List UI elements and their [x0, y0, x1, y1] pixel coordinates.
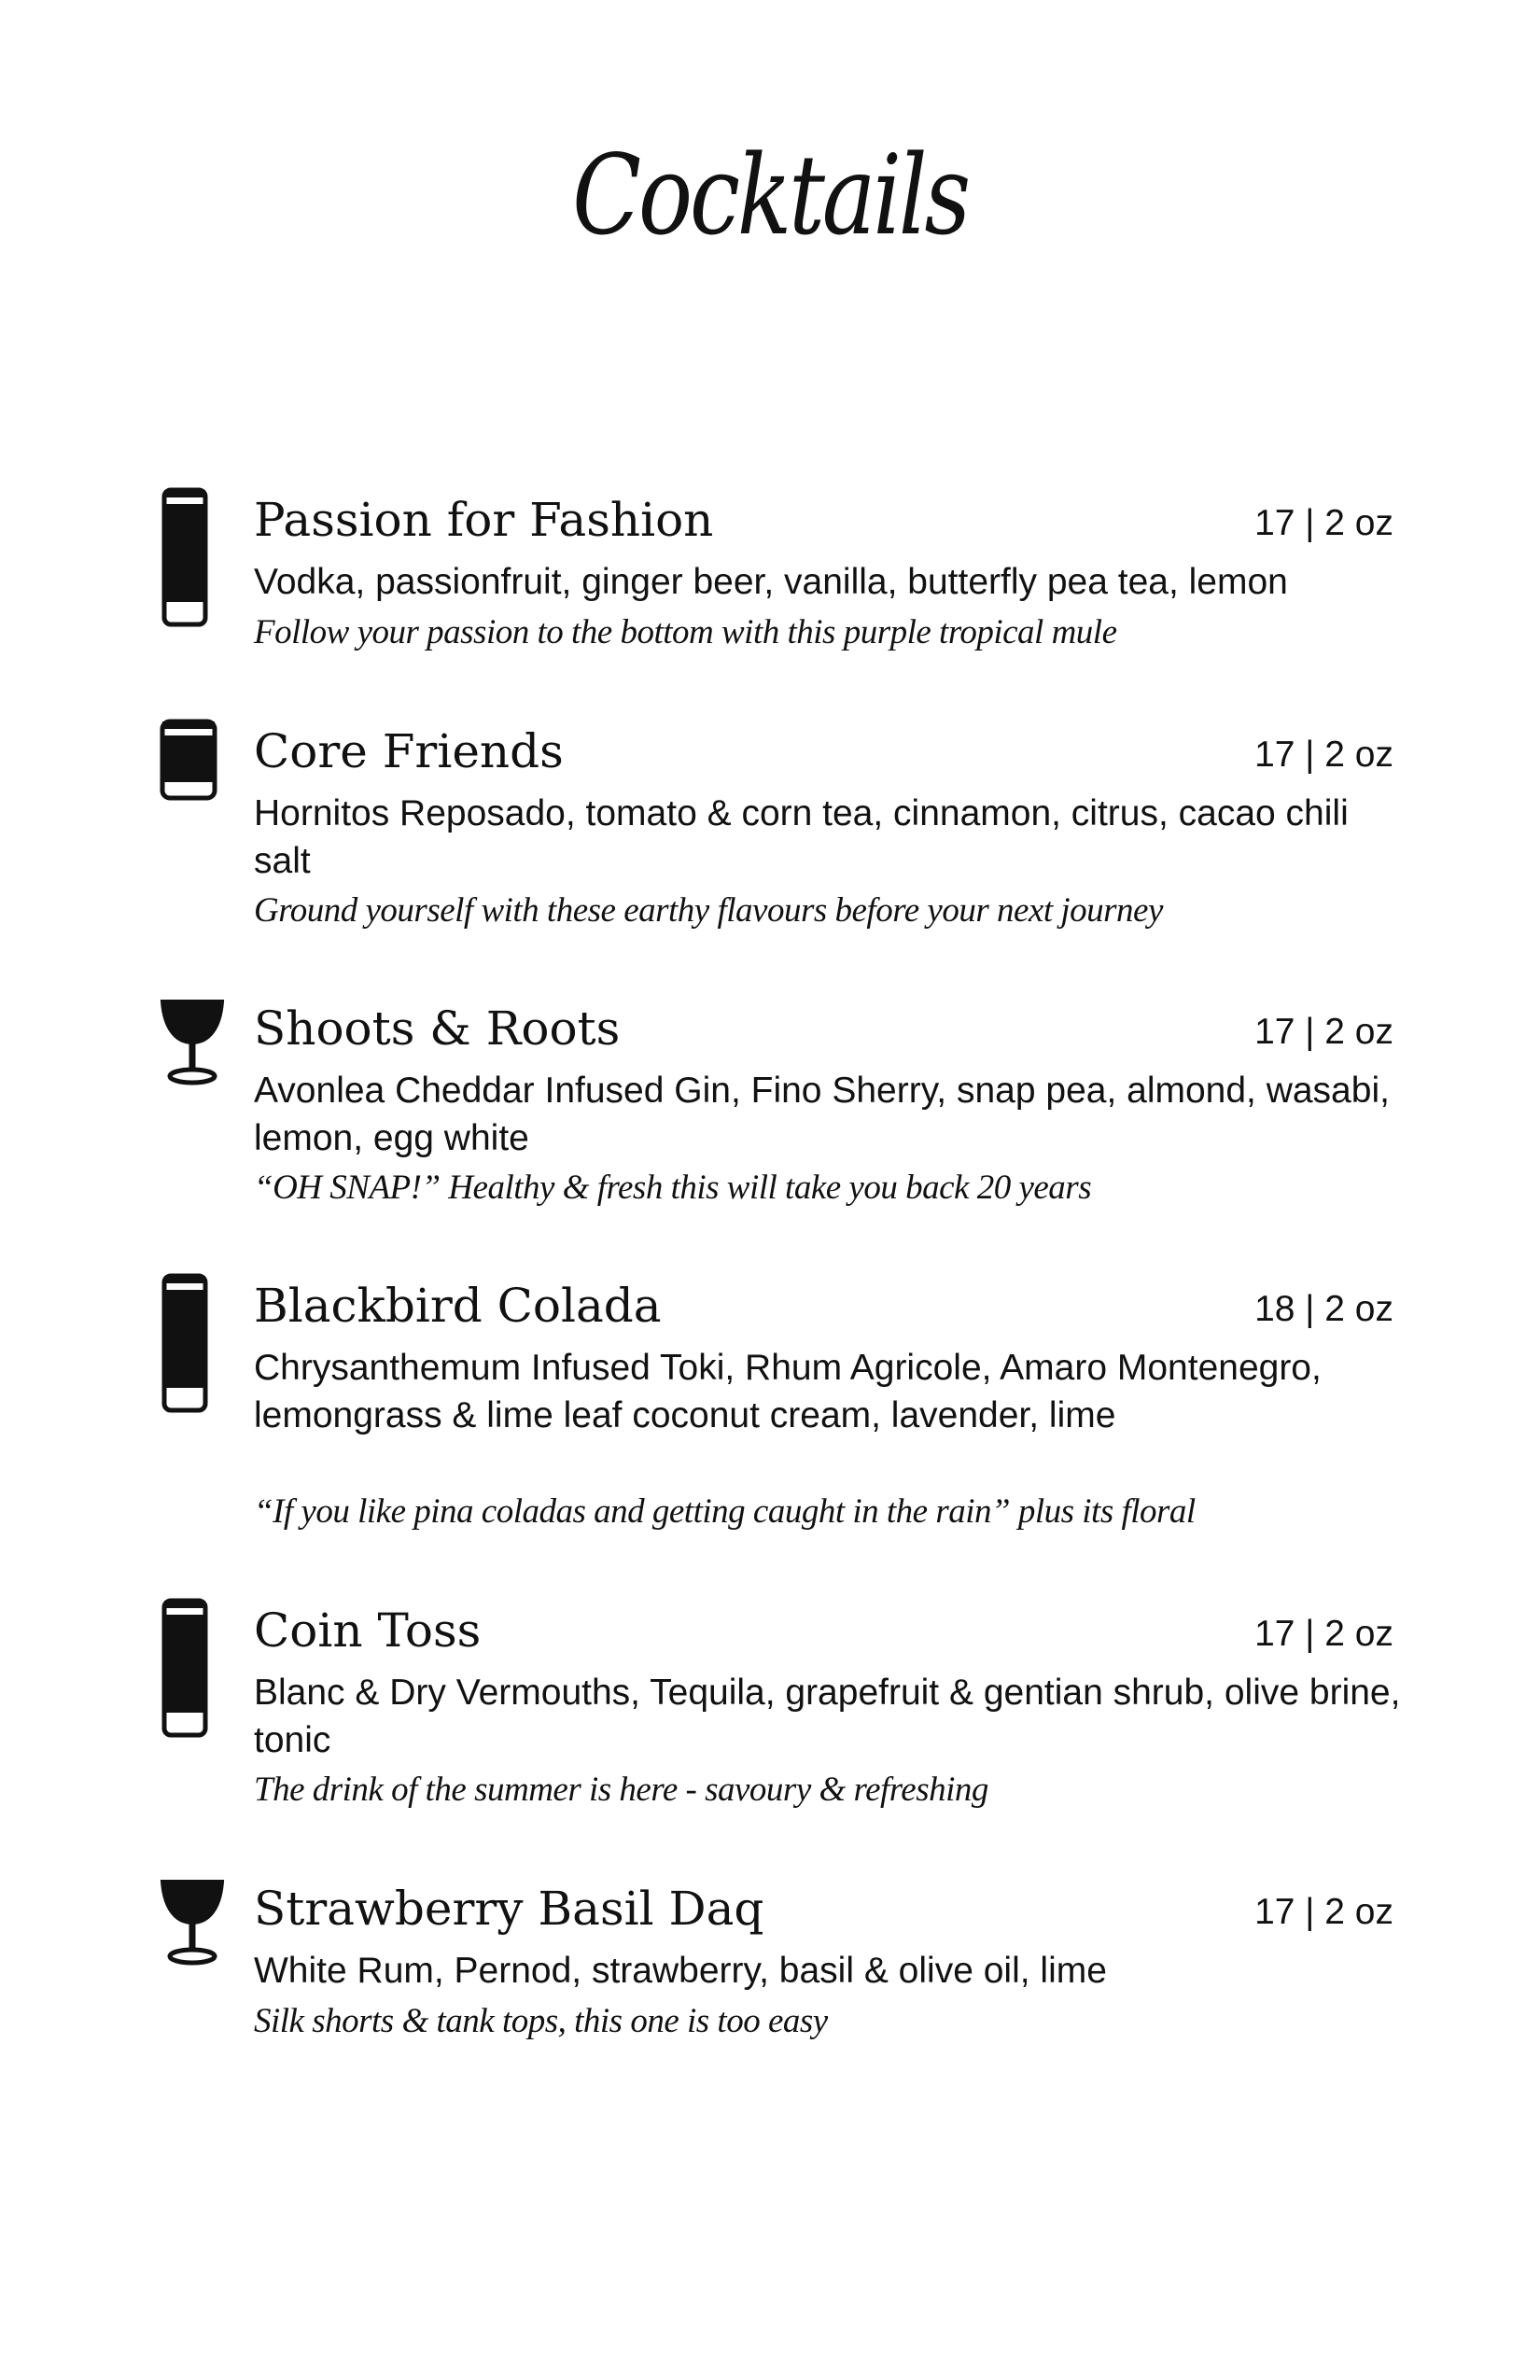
- coupe-glass-icon: [159, 1876, 224, 1969]
- item-ingredients: Hornitos Reposado, tomato & corn tea, cinnamon, citrus, cacao chili salt: [254, 793, 1349, 881]
- item-name: Coin Toss: [254, 1603, 482, 1658]
- rocks-glass-icon: [159, 719, 224, 801]
- item-name: Blackbird Colada: [254, 1279, 662, 1333]
- item-name: Core Friends: [254, 724, 564, 778]
- item-tagline: “If you like pina coladas and getting caught in the rain” plus its floral: [254, 1492, 1196, 1531]
- coupe-glass-icon: [159, 996, 224, 1089]
- item-ingredients: Avonlea Cheddar Infused Gin, Fino Sherry, snap pea, almond, wasabi, lemon, egg white: [254, 1071, 1390, 1158]
- item-price: 17 | 2 oz: [1254, 1614, 1393, 1654]
- item-price: 18 | 2 oz: [1254, 1289, 1393, 1329]
- highball-glass-icon: [159, 1598, 224, 1740]
- item-tagline: Ground yourself with these earthy flavours before your next journey: [254, 891, 1163, 930]
- item-price: 17 | 2 oz: [1254, 503, 1393, 543]
- page-title: Cocktails: [572, 131, 968, 259]
- item-name: Passion for Fashion: [254, 493, 714, 547]
- highball-glass-icon: [159, 1273, 224, 1415]
- item-ingredients: Vodka, passionfruit, ginger beer, vanilla, butterfly pea tea, lemon: [254, 562, 1288, 602]
- item-ingredients: White Rum, Pernod, strawberry, basil & olive oil, lime: [254, 1951, 1107, 1991]
- item-price: 17 | 2 oz: [1254, 735, 1393, 775]
- item-tagline: Silk shorts & tank tops, this one is too easy: [254, 2002, 828, 2040]
- item-tagline: “OH SNAP!” Healthy & fresh this will take you back 20 years: [254, 1169, 1092, 1207]
- item-name: Strawberry Basil Daq: [254, 1882, 764, 1936]
- item-price: 17 | 2 oz: [1254, 1892, 1393, 1932]
- item-name: Shoots & Roots: [254, 1001, 621, 1056]
- highball-glass-icon: [159, 487, 224, 629]
- item-tagline: The drink of the summer is here - savoury & refreshing: [254, 1771, 988, 1809]
- item-tagline: Follow your passion to the bottom with this purple tropical mule: [254, 613, 1117, 651]
- item-ingredients: Chrysanthemum Infused Toki, Rhum Agricole, Amaro Montenegro, lemongrass & lime leaf coconut cream, lavender, lime: [254, 1348, 1322, 1435]
- item-price: 17 | 2 oz: [1254, 1012, 1393, 1052]
- item-ingredients: Blanc & Dry Vermouths, Tequila, grapefruit & gentian shrub, olive brine, tonic: [254, 1673, 1401, 1760]
